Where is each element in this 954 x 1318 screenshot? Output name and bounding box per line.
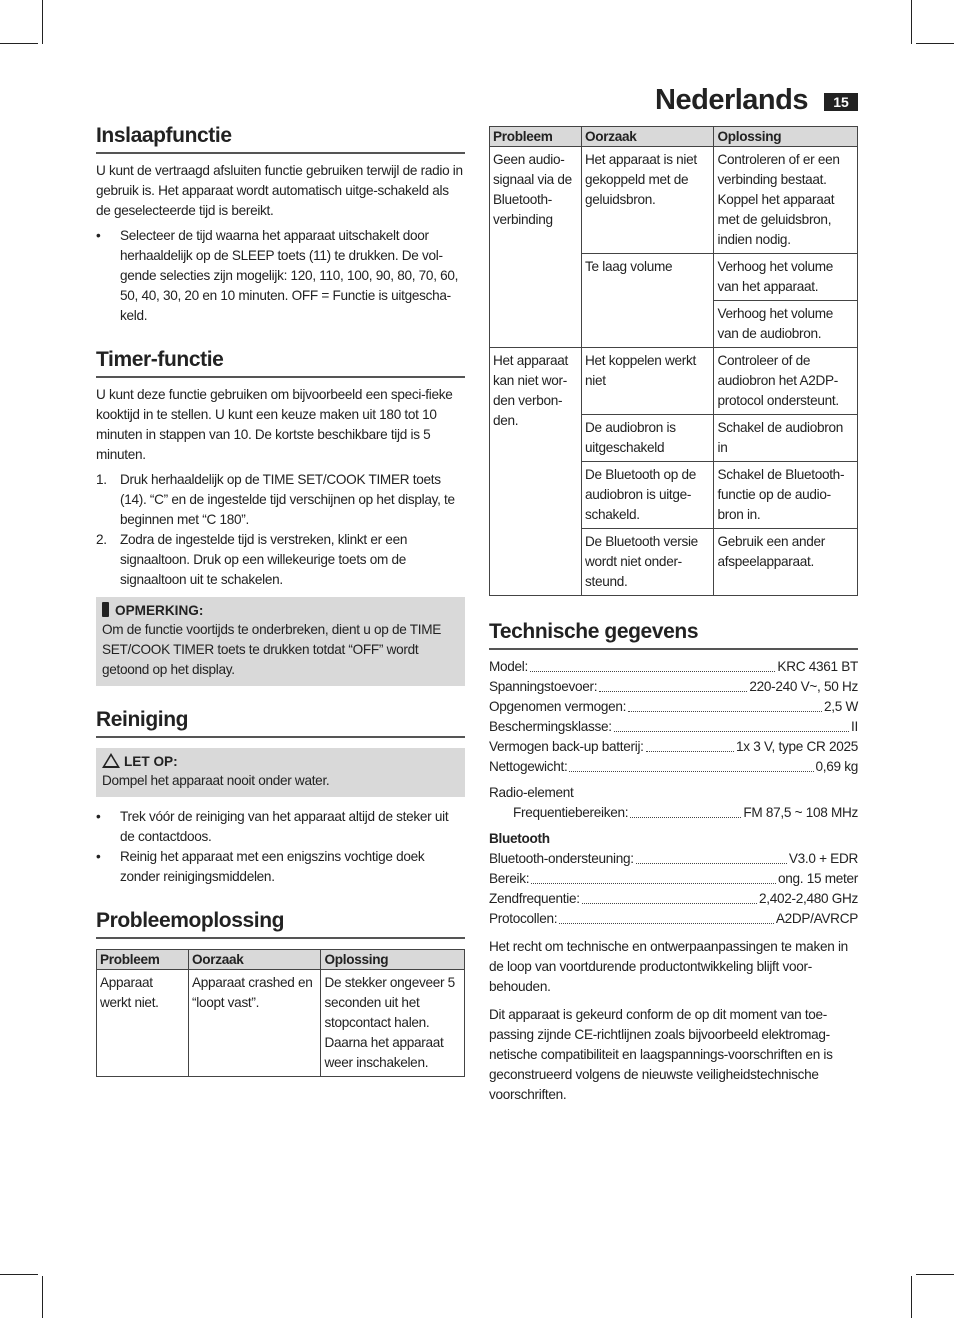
list-item: • Trek vóór de reiniging van het apparaat altijd de steker uit de contactdoos. xyxy=(96,809,449,844)
note-box xyxy=(96,597,465,686)
table-cell: De Bluetooth versie wordt niet onder-steund. xyxy=(582,529,714,596)
list-item: • Reinig het apparaat met een enigszins vochtige doek zonder reinigingsmiddelen. xyxy=(96,849,425,884)
section-technical-data xyxy=(489,620,858,1105)
warning-icon xyxy=(102,753,120,768)
section-sleep xyxy=(96,124,465,326)
table-cell: Apparaat werkt niet. xyxy=(97,970,189,1077)
spec-value: II xyxy=(851,719,858,734)
spec-row xyxy=(489,889,858,909)
warning-text: Dompel het apparaat nooit onder water. xyxy=(102,773,330,788)
spec-value: KRC 4361 BT xyxy=(777,659,858,674)
dot-leader xyxy=(630,803,741,818)
table-header: Probleem xyxy=(490,127,582,147)
bullet-list xyxy=(96,226,465,326)
dot-leader xyxy=(559,909,774,924)
dot-leader xyxy=(614,717,849,732)
bluetooth-spec-list xyxy=(489,849,858,929)
spec-label: Spanningstoevoer: xyxy=(489,679,598,694)
spec-row xyxy=(489,737,858,757)
list-item: • Selecteer de tijd waarna het apparaat uitschakelt door herhaaldelijk op de SLEEP toets (11) te drukken. De vol-gende selecties zijn mogelijk: 120, 110, 100, 90, 80, 70, 60, 50, 40, 30, 20 en 10 minuten. OFF = Functie is uitgescha-keld. xyxy=(96,228,459,323)
bullet-list xyxy=(96,807,465,887)
dot-leader xyxy=(628,697,822,712)
table-cell: Schakel de Bluetooth-functie op de audio-bron in. xyxy=(714,462,858,529)
section-timer xyxy=(96,348,465,686)
table-cell: Het apparaat is niet gekoppeld met de geluidsbron. xyxy=(582,147,714,254)
crop-mark xyxy=(911,0,912,44)
table-header: Oplossing xyxy=(321,950,465,970)
paragraph: U kunt de vertraagd afsluiten functie gebruiken terwijl de radio in gebruik is. Het apparaat wordt automatisch uitge-schakeld als de geselecteerde tijd is bereikt. xyxy=(96,163,463,218)
spec-label: Nettogewicht: xyxy=(489,759,568,774)
warning-title: LET OP: xyxy=(124,754,178,769)
trouble-table-continued xyxy=(489,126,858,596)
dot-leader xyxy=(531,869,776,884)
spec-row xyxy=(489,849,858,869)
spec-row xyxy=(489,697,858,717)
crop-mark xyxy=(916,1274,954,1275)
spec-value: 2,402-2,480 GHz xyxy=(758,891,858,906)
spec-row xyxy=(489,717,858,737)
table-header: Oorzaak xyxy=(582,127,714,147)
warning-box xyxy=(96,748,465,797)
spec-label: Frequentiebereiken: xyxy=(513,805,629,820)
table-cell: De stekker ongeveer 5 seconden uit het stopcontact halen. Daarna het apparaat weer inschakelen. xyxy=(321,970,465,1077)
list-item: 1. Druk herhaaldelijk op de TIME SET/COOK TIMER toets (14). “C” en de ingestelde tijd verschijnen op het display, te beginnen met “C 180”. xyxy=(96,472,455,527)
table-cell: Controleer of de audiobron het A2DP-protocol ondersteunt. xyxy=(714,348,858,415)
spec-value: 1x 3 V, type CR 2025 xyxy=(736,739,858,754)
spec-row xyxy=(489,869,858,889)
note-title: OPMERKING: xyxy=(115,603,204,618)
crop-mark xyxy=(0,1274,38,1275)
table-cell: Schakel de audiobron in xyxy=(714,415,858,462)
spec-row xyxy=(489,803,858,823)
spec-label: Zendfrequentie: xyxy=(489,891,580,906)
list-item: 2. Zodra de ingestelde tijd is verstreken, klinkt er een signaaltoon. Druk op een willekeurige toets om de signaaltoon uit te schakelen. xyxy=(96,532,408,587)
dot-leader xyxy=(646,737,734,752)
crop-mark xyxy=(42,0,43,44)
section-title: Probleemoplossing xyxy=(96,909,465,939)
section-cleaning xyxy=(96,708,465,887)
table-cell: Geen audio-signaal via de Bluetooth-verbinding xyxy=(490,147,582,348)
spec-row xyxy=(489,909,858,929)
spec-label: Model: xyxy=(489,659,529,674)
spec-label: Beschermingsklasse: xyxy=(489,719,612,734)
radio-title: Radio-element xyxy=(489,785,574,800)
table-header: Oplossing xyxy=(714,127,858,147)
table-row xyxy=(97,970,465,1077)
table-cell: Gebruik een ander afspeelapparaat. xyxy=(714,529,858,596)
paragraph: U kunt deze functie gebruiken om bijvoorbeeld een speci-fieke kooktijd in te stellen. U kunt een keuze maken uit 180 tot 10 minuten in stappen van 10. De kortste beschikbare tijd is 5 minuten. xyxy=(96,387,453,462)
spec-label: Opgenomen vermogen: xyxy=(489,699,627,714)
spec-value: A2DP/AVRCP xyxy=(775,911,858,926)
table-cell: Apparaat crashed en “loopt vast”. xyxy=(189,970,321,1077)
table-cell: De audiobron is uitgeschakeld xyxy=(582,415,714,462)
spec-value: V3.0 + EDR xyxy=(788,851,858,866)
note-text: Om de functie voortijds te onderbreken, dient u op de TIME SET/COOK TIMER toets te drukken totdat “OFF” wordt getoond op het display. xyxy=(102,622,442,677)
dot-leader xyxy=(569,757,813,772)
spec-row xyxy=(489,677,858,697)
table-row xyxy=(490,348,858,415)
table-cell: Het koppelen werkt niet xyxy=(582,348,714,415)
section-title: Inslaapfunctie xyxy=(96,124,465,154)
table-cell: Verhoog het volume van de audiobron. xyxy=(714,301,858,348)
table-cell: Te laag volume xyxy=(582,254,714,348)
spec-row xyxy=(489,757,858,777)
spec-value: FM 87,5 ~ 108 MHz xyxy=(743,805,858,820)
spec-label: Bluetooth-ondersteuning: xyxy=(489,851,634,866)
table-cell: Controleren of er een verbinding bestaat. Koppel het apparaat met de geluidsbron, indien nodig. xyxy=(714,147,858,254)
info-icon xyxy=(102,602,109,617)
table-header: Oorzaak xyxy=(189,950,321,970)
table-cell: Het apparaat kan niet wor-den verbon-den. xyxy=(490,348,582,596)
spec-label: Bereik: xyxy=(489,871,530,886)
spec-row xyxy=(489,657,858,677)
page-language-title: Nederlands xyxy=(655,84,808,116)
crop-mark xyxy=(42,1276,43,1318)
section-title: Reiniging xyxy=(96,708,465,738)
left-column xyxy=(96,124,465,1077)
spec-value: 0,69 kg xyxy=(815,759,858,774)
spec-label: Protocollen: xyxy=(489,911,558,926)
spec-value: ong. 15 meter xyxy=(778,871,858,886)
right-column xyxy=(489,126,858,1105)
paragraph: Dit apparaat is gekeurd conform de op dit moment van toe-passing zijnde CE-richtlijnen zoals bijvoorbeeld elektromag-netische compatibiliteit en laagspannings-voorschriften en is geconstrueerd volgens de nieuwste veiligheidstechnische voorschriften. xyxy=(489,1007,833,1102)
numbered-list xyxy=(96,470,465,590)
trouble-table xyxy=(96,949,465,1077)
spec-value: 2,5 W xyxy=(823,699,858,714)
bluetooth-title: Bluetooth xyxy=(489,831,550,846)
crop-mark xyxy=(0,43,38,44)
page-number: 15 xyxy=(824,93,858,111)
section-troubleshooting xyxy=(96,909,465,1077)
spec-value: 220-240 V~, 50 Hz xyxy=(749,679,858,694)
crop-mark xyxy=(911,1276,912,1318)
table-header: Probleem xyxy=(97,950,189,970)
dot-leader xyxy=(636,849,787,864)
section-title: Technische gegevens xyxy=(489,620,858,650)
section-title: Timer-functie xyxy=(96,348,465,378)
paragraph: Het recht om technische en ontwerpaanpassingen te maken in de loop van voortdurende productontwikkeling blijft voor-behouden. xyxy=(489,939,848,994)
dot-leader xyxy=(582,889,757,904)
table-cell: Verhoog het volume van het apparaat. xyxy=(714,254,858,301)
spec-label: Vermogen back-up batterij: xyxy=(489,739,644,754)
spec-list xyxy=(489,657,858,777)
crop-mark xyxy=(916,43,954,44)
table-row xyxy=(490,147,858,254)
table-cell: De Bluetooth op de audiobron is uitge-schakeld. xyxy=(582,462,714,529)
dot-leader xyxy=(599,677,747,692)
dot-leader xyxy=(530,657,775,672)
